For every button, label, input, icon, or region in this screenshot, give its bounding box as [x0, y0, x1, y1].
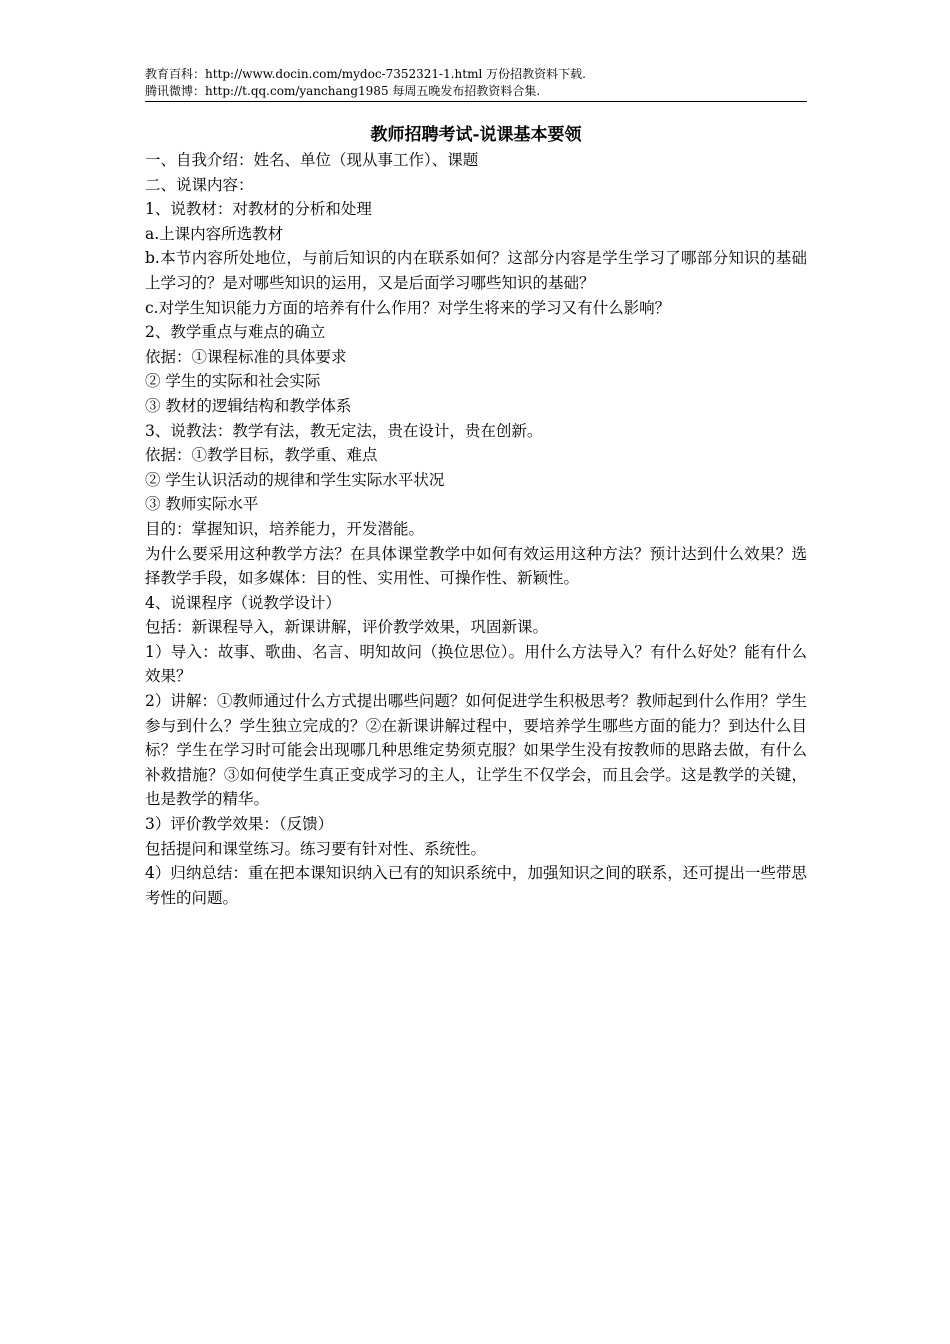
paragraph-evaluate-step: 3）评价教学效果：（反馈）: [145, 815, 334, 834]
paragraph-summary-step: 4）归纳总结：重在把本课知识纳入已有的知识系统中，加强知识之间的联系，还可提出一些带思考性的问题。: [145, 864, 807, 907]
paragraph-basis-1: 依据：①课程标准的具体要求: [145, 347, 347, 366]
paragraph-method-basis-2: ② 学生认识活动的规律和学生实际水平状况: [145, 470, 445, 489]
paragraph-purpose: 目的：掌握知识，培养能力，开发潜能。: [145, 519, 425, 538]
paragraph-procedure: 4、说课程序（说教学设计）: [145, 593, 341, 612]
paragraph-method-basis-3: ③ 教师实际水平: [145, 495, 259, 514]
paragraph-evaluate-detail: 包括提问和课堂练习。练习要有针对性、系统性。: [145, 839, 487, 858]
paragraph-explain-step: 2）讲解：①教师通过什么方式提出哪些问题？如何促进学生积极思考？教师起到什么作用？学生参与到什么？学生独立完成的？②在新课讲解过程中，要培养学生哪些方面的能力？到达什么目标？学生在学习时可能会出现哪几种思维定势须克服？如果学生没有按教师的思路去做，有什么补救措施？③如何使学生真正变成学习的主人，让学生不仅学会，而且会学。这是教学的关键，也是教学的精华。: [145, 692, 807, 809]
document-title: 教师招聘考试-说课基本要领: [370, 125, 582, 145]
paragraph-textbook: 1、说教材：对教材的分析和处理: [145, 200, 372, 219]
paragraph-textbook-c: c.对学生知识能力方面的培养有什么作用？对学生将来的学习又有什么影响？: [145, 298, 671, 317]
paragraph-method-basis-1: 依据：①教学目标，教学重、难点: [145, 446, 378, 465]
paragraph-key-points: 2、教学重点与难点的确立: [145, 323, 326, 342]
header-line-baike: 教育百科：http://www.docin.com/mydoc-7352321-1.html 万份招教资料下载.: [145, 67, 586, 81]
paragraph-basis-3: ③ 教材的逻辑结构和教学体系: [145, 396, 352, 415]
paragraph-includes: 包括：新课程导入，新课讲解，评价教学效果，巩固新课。: [145, 618, 549, 637]
paragraph-why-method: 为什么要采用这种教学方法？在具体课堂教学中如何有效运用这种方法？预计达到什么效果？选择教学手段，如多媒体：目的性、实用性、可操作性、新颖性。: [145, 544, 807, 588]
paragraph-textbook-a: a.上课内容所选教材: [145, 224, 284, 243]
page-header: [145, 66, 807, 102]
paragraph-basis-2: ② 学生的实际和社会实际: [145, 372, 321, 391]
paragraph-content-heading: 二、说课内容：: [145, 175, 254, 194]
paragraph-teaching-method: 3、说教法：教学有法，教无定法，贵在设计，贵在创新。: [145, 421, 543, 440]
paragraph-textbook-b: b.本节内容所处地位，与前后知识的内在联系如何？这部分内容是学生学习了哪部分知识的基础上学习的？是对哪些知识的运用，又是后面学习哪些知识的基础？: [145, 249, 807, 292]
document-body: [145, 148, 807, 910]
header-line-weibo: 腾讯微博：http://t.qq.com/yanchang1985 每周五晚发布招教资料合集.: [145, 84, 541, 98]
paragraph-intro-step: 1）导入：故事、歌曲、名言、明知故问（换位思位）。用什么方法导入？有什么好处？能有什么效果？: [145, 642, 807, 686]
paragraph-self-intro: 一、自我介绍：姓名、单位（现从事工作）、课题: [145, 151, 479, 169]
